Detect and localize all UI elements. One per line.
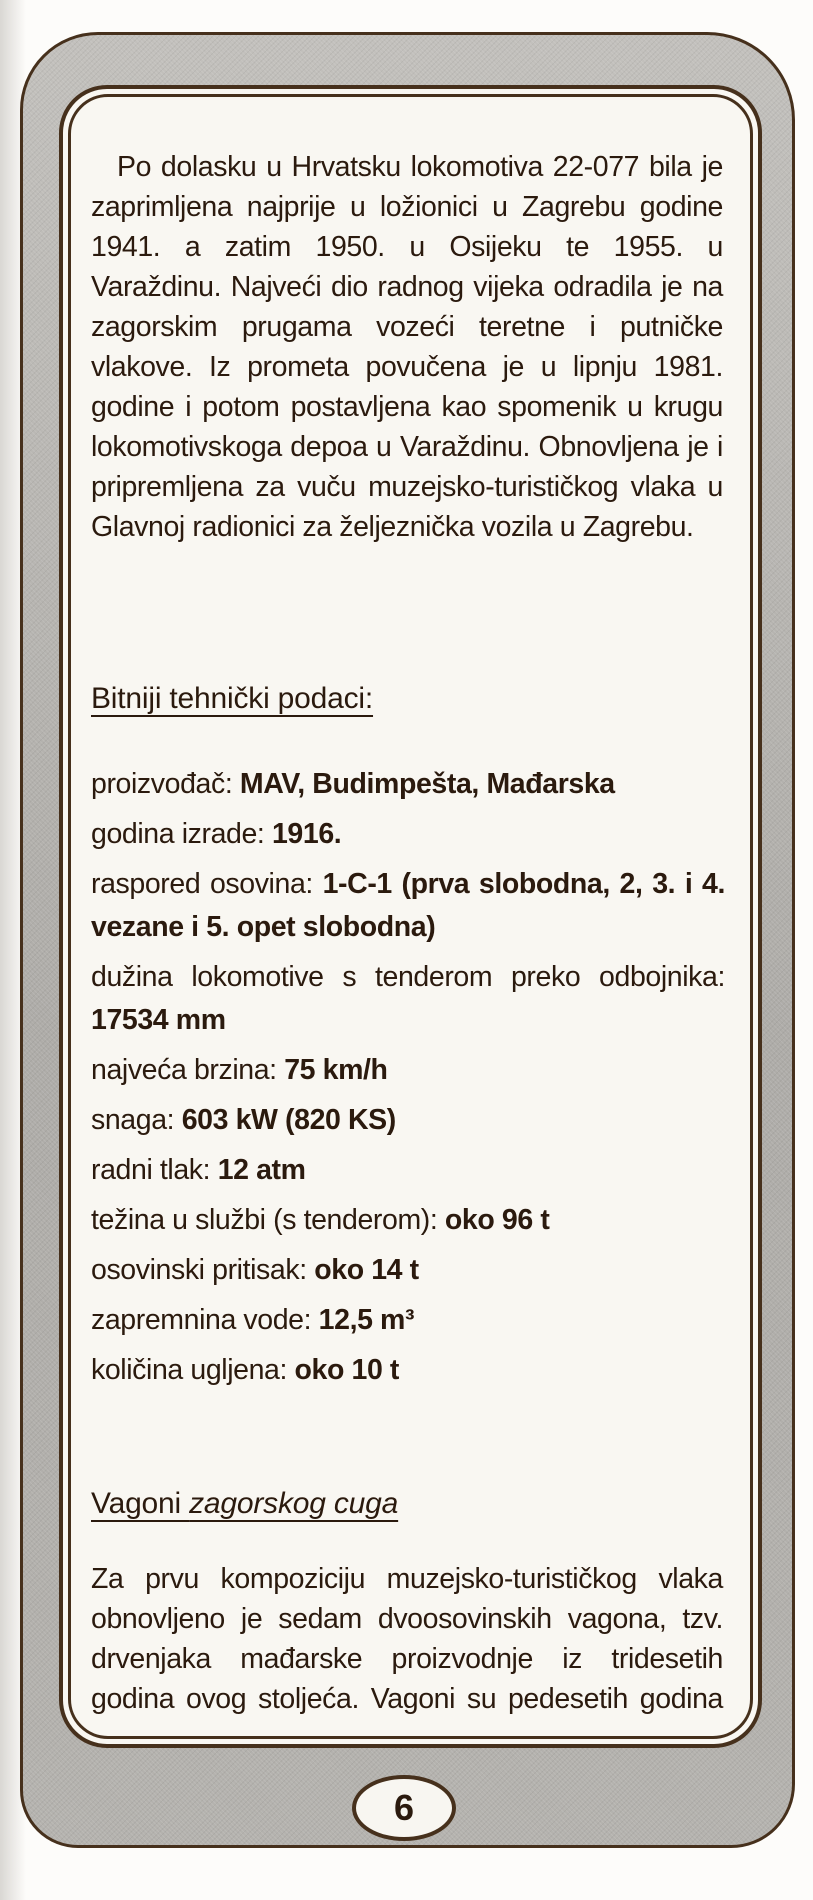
tech-item-label: zapremnina vode: (91, 1304, 319, 1336)
tech-item-label: količina ugljena: (91, 1354, 295, 1386)
tech-item-label: težina u službi (s tenderom): (91, 1204, 445, 1236)
tech-data-list (91, 763, 725, 1399)
page-frame-outer (20, 32, 795, 1848)
tech-item-length (91, 956, 725, 1042)
tech-item-value: 75 km/h (284, 1054, 388, 1086)
tech-item-value: 1-C-1 (prva slobodna, 2, 3. i 4. vezane i 5. opet slobodna) (91, 868, 725, 943)
page-content-area (68, 94, 753, 1739)
tech-item-value: oko 14 t (314, 1254, 419, 1286)
tech-item-max-speed (91, 1049, 725, 1092)
tech-item-water-capacity (91, 1299, 725, 1342)
tech-item-value: 12,5 m³ (318, 1304, 415, 1336)
tech-item-value: oko 96 t (444, 1204, 550, 1236)
tech-item-label: najveća brzina: (91, 1054, 285, 1086)
tech-item-value: 1916. (271, 818, 342, 850)
tech-item-working-pressure (91, 1149, 725, 1192)
tech-item-label: osovinski pritisak: (91, 1254, 315, 1286)
page-frame-mid-border (59, 85, 762, 1748)
tech-item-value: 603 kW (820 KS) (181, 1104, 396, 1136)
wagons-section-heading (91, 1487, 398, 1521)
wagons-paragraph: Za prvu kompoziciju muzejsko-turističkog vlaka obnovljeno je sedam dvoosovinskih vagona, tzv. drvenjaka mađarske proizvodnje iz tridesetih godina ovog stoljeća. Vagoni su pedesetih godina (91, 1563, 723, 1715)
tech-item-manufacturer (91, 763, 725, 806)
tech-item-power (91, 1099, 725, 1142)
tech-item-label: godina izrade: (91, 818, 272, 850)
page-number-badge (352, 1775, 456, 1841)
tech-item-value: 12 atm (217, 1154, 306, 1186)
intro-paragraph: Po dolasku u Hrvatsku lokomotiva 22-077 bila je zaprimljena najprije u ložionici u Zagrebu godine 1941. a zatim 1950. u Osijeku te 1955. u Varaždinu. Najveći dio radnog vijeka odradila je na zagorskim prugama vozeći teretne i putničke vlakove. Iz prometa povučena je u lipnju 1981. godine i potom postavljena kao spomenik u krugu lokomotivskoga depoa u Varaždinu. Obnovljena je i pripremljena za vuču muzejsko-turističkog vlaka u Glavnoj radionici za željeznička vozila u Zagrebu. (91, 151, 723, 543)
tech-item-label: proizvođač: (91, 768, 240, 800)
tech-item-label: radni tlak: (91, 1154, 218, 1186)
tech-item-service-weight (91, 1199, 725, 1242)
tech-item-label: dužina lokomotive s tenderom preko odbojnika: (91, 961, 725, 993)
tech-data-heading: Bitniji tehnički podaci: (91, 682, 374, 715)
tech-item-coal-amount (91, 1349, 725, 1392)
wagons-heading-prefix: Vagoni (91, 1487, 190, 1520)
tech-item-value: MAV, Budimpešta, Mađarska (239, 768, 615, 800)
tech-item-label: snaga: (91, 1104, 182, 1136)
tech-item-value: 17534 mm (91, 1004, 226, 1036)
wagons-heading-italic: zagorskog cuga (189, 1487, 399, 1520)
tech-item-year-built (91, 813, 725, 856)
tech-item-value: oko 10 t (294, 1354, 400, 1386)
tech-item-label: raspored osovina: (91, 868, 323, 900)
tech-item-axle-arrangement (91, 863, 725, 949)
tech-item-axle-load (91, 1249, 725, 1292)
page-number: 6 (393, 1787, 415, 1828)
